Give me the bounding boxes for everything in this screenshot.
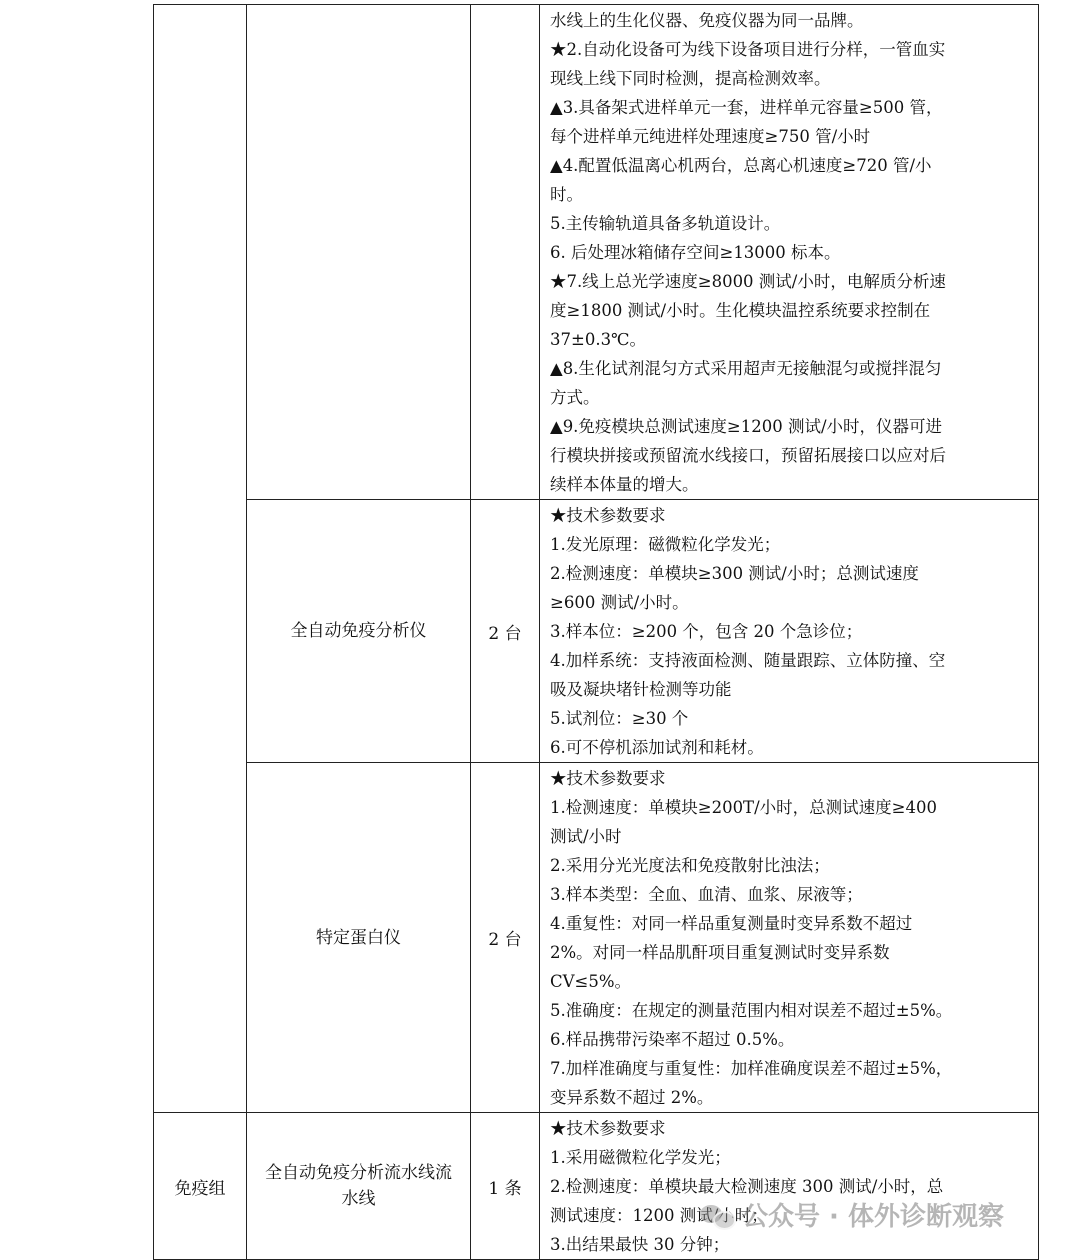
spec-line: 4.重复性：对同一样品重复测量时变异系数不超过: [550, 914, 913, 933]
item-cell: [247, 5, 471, 500]
spec-line: 1.采用磁微粒化学发光；: [550, 1148, 731, 1167]
qty-cell: 2 台: [471, 500, 540, 763]
spec-line: 2.采用分光光度法和免疫散射比浊法；: [550, 856, 830, 875]
spec-line: 6.样品携带污染率不超过 0.5%。: [550, 1030, 795, 1049]
spec-cell: [540, 500, 1039, 763]
spec-line: 度≥1800 测试/小时。生化模块温控系统要求控制在: [550, 301, 931, 320]
spec-line: 7.加样准确度与重复性：加样准确度误差不超过±5%，: [550, 1059, 953, 1078]
spec-line: 2.检测速度：单模块最大检测速度 300 测试/小时，总: [550, 1177, 944, 1196]
spec-line: ★技术参数要求: [550, 1119, 666, 1138]
spec-line: 方式。: [550, 388, 600, 407]
spec-line: 吸及凝块堵针检测等功能: [550, 680, 732, 699]
spec-line: 2.检测速度：单模块≥300 测试/小时；总测试速度: [550, 564, 919, 583]
spec-line: 3.出结果最快 30 分钟；: [550, 1235, 730, 1254]
spec-cell: [540, 763, 1039, 1113]
wechat-icon: [700, 1201, 734, 1229]
table-row: [154, 5, 1039, 500]
spec-line: 水线上的生化仪器、免疫仪器为同一品牌。: [550, 11, 864, 30]
spec-line: CV≤5%。: [550, 972, 632, 991]
spec-line: ★2.自动化设备可为线下设备项目进行分样，一管血实: [550, 40, 946, 59]
spec-line: 行模块拼接或预留流水线接口，预留拓展接口以应对后: [550, 446, 946, 465]
spec-line: ★7.线上总光学速度≥8000 测试/小时，电解质分析速: [550, 272, 946, 291]
qty-cell: 1 条: [471, 1113, 540, 1260]
spec-table: [153, 4, 1039, 1260]
qty-cell: [471, 5, 540, 500]
item-cell: 特定蛋白仪: [247, 763, 471, 1113]
spec-line: 测试速度：1200 测试/小时；: [550, 1206, 768, 1225]
spec-line: 5.准确度：在规定的测量范围内相对误差不超过±5%。: [550, 1001, 953, 1020]
spec-line: 6. 后处理冰箱储存空间≥13000 标本。: [550, 243, 841, 262]
spec-line: 2%。对同一样品肌酐项目重复测试时变异系数: [550, 943, 890, 962]
spec-line: 5.试剂位：≥30 个: [550, 709, 689, 728]
spec-cell: [540, 1113, 1039, 1260]
spec-line: 3.样本位：≥200 个，包含 20 个急诊位；: [550, 622, 863, 641]
spec-line: 每个进样单元纯进样处理速度≥750 管/小时: [550, 127, 871, 146]
spec-line: 测试/小时: [550, 827, 622, 846]
table-row: [154, 763, 1039, 1113]
spec-line: ★技术参数要求: [550, 769, 666, 788]
spec-line: ★技术参数要求: [550, 506, 666, 525]
item-cell: 全自动免疫分析流水线流水线: [247, 1113, 471, 1260]
group-cell: [154, 5, 247, 1113]
spec-line: ▲4.配置低温离心机两台，总离心机速度≥720 管/小: [550, 156, 932, 175]
table-row: [154, 500, 1039, 763]
group-cell: 免疫组: [154, 1113, 247, 1260]
qty-cell: 2 台: [471, 763, 540, 1113]
spec-line: ≥600 测试/小时。: [550, 593, 689, 612]
table-row: [154, 1113, 1039, 1260]
spec-line: 5.主传输轨道具备多轨道设计。: [550, 214, 781, 233]
spec-cell: [540, 5, 1039, 500]
spec-line: ▲8.生化试剂混匀方式采用超声无接触混匀或搅拌混匀: [550, 359, 942, 378]
spec-line: 37±0.3℃。: [550, 330, 647, 349]
watermark: [700, 1196, 1004, 1233]
spec-line: ▲9.免疫模块总测试速度≥1200 测试/小时，仪器可进: [550, 417, 943, 436]
spec-line: 6.可不停机添加试剂和耗材。: [550, 738, 764, 757]
spec-line: 变异系数不超过 2%。: [550, 1088, 714, 1107]
spec-line: 时。: [550, 185, 583, 204]
spec-line: 现线上线下同时检测，提高检测效率。: [550, 69, 831, 88]
spec-line: 4.加样系统：支持液面检测、随量跟踪、立体防撞、空: [550, 651, 946, 670]
spec-line: 1.发光原理：磁微粒化学发光；: [550, 535, 781, 554]
item-cell: 全自动免疫分析仪: [247, 500, 471, 763]
spec-line: 续样本体量的增大。: [550, 475, 699, 494]
spec-line: 1.检测速度：单模块≥200T/小时，总测试速度≥400: [550, 798, 937, 817]
spec-line: 3.样本类型：全血、血清、血浆、尿液等；: [550, 885, 863, 904]
watermark-text: 公众号 · 体外诊断观察: [742, 1202, 1004, 1232]
spec-line: ▲3.具备架式进样单元一套，进样单元容量≥500 管，: [550, 98, 943, 117]
